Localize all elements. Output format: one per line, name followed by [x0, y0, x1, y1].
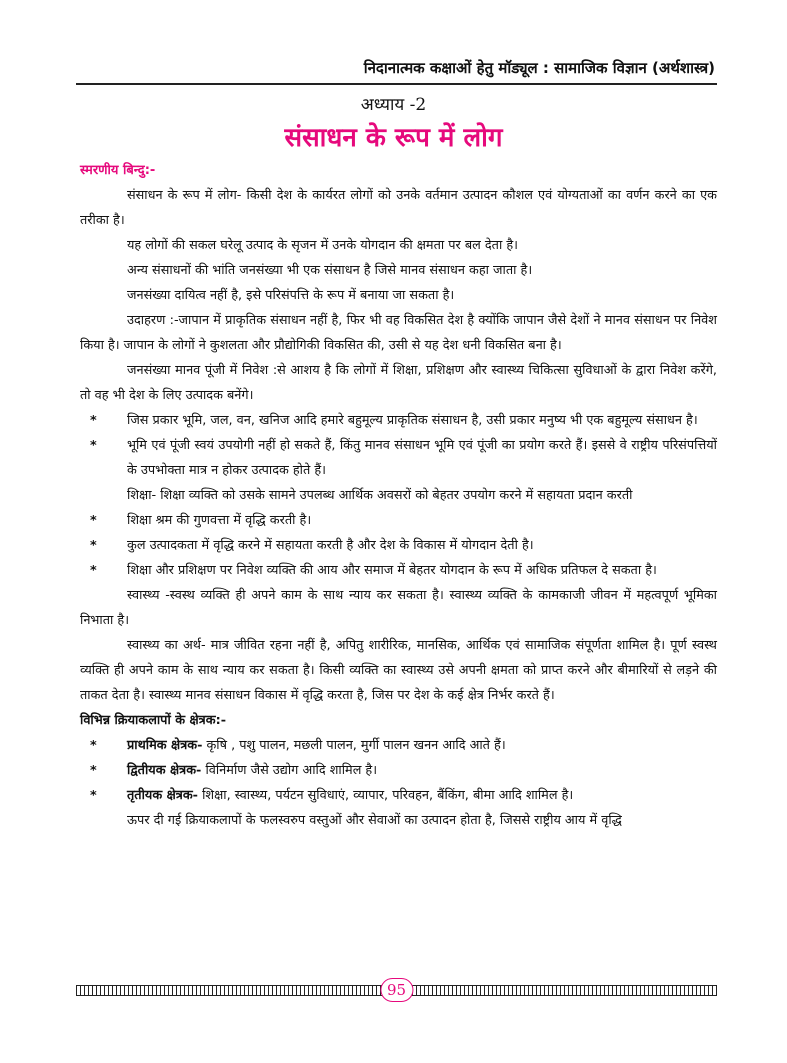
- sector-text: [127, 783, 717, 808]
- sector-description: शिक्षा, स्वास्थ्य, पर्यटन सुविधाएं, व्यापार, परिवहन, बैंकिंग, बीमा आदि शामिल है।: [198, 788, 574, 803]
- header-rule: [76, 83, 717, 85]
- paragraph: ऊपर दी गई क्रियाकलापों के फलस्वरुप वस्तुओं और सेवाओं का उत्पादन होता है, जिससे राष्ट्रीय आय में वृद्धि: [127, 813, 622, 828]
- paragraph: जनसंख्या मानव पूंजी में निवेश :से आशय है कि लोगों में शिक्षा, प्रशिक्षण और स्वास्थ्य चिकित्सा सुविधाओं के द्वारा निवेश करेंगे, तो वह भी देश के लिए उत्पादक बनेंगे।: [80, 363, 717, 403]
- sector-text: [127, 733, 717, 758]
- sector-item: [80, 733, 717, 758]
- bullet-item: [80, 558, 717, 583]
- sector-item: [80, 783, 717, 808]
- chapter-label: अध्याय -2: [360, 95, 427, 115]
- sector-term: द्वितीयक क्षेत्रक-: [127, 763, 202, 778]
- bullet-text: जिस प्रकार भूमि, जल, वन, खनिज आदि हमारे बहुमूल्य प्राकृतिक संसाधन है, उसी प्रकार मनुष्य भी एक बहुमूल्य संसाधन है।: [127, 413, 698, 428]
- bullet-star: *: [90, 513, 97, 528]
- sector-description: कृषि , पशु पालन, मछली पालन, मुर्गी पालन खनन आदि आते हैं।: [202, 738, 506, 753]
- running-header: निदानात्मक कक्षाओं हेतु मॉड्यूल : सामाजिक विज्ञान (अर्थशास्त्र): [363, 59, 715, 77]
- bullet-star: *: [90, 413, 97, 428]
- section-heading-key-points: स्मरणीय बिन्दु:-: [80, 163, 156, 178]
- paragraph: स्वास्थ्य -स्वस्थ व्यक्ति ही अपने काम के साथ न्याय कर सकता है। स्वास्थ्य व्यक्ति के कामकाजी जीवन में महत्वपूर्ण भूमिका निभाता है।: [80, 588, 717, 628]
- bullet-item: [80, 508, 717, 533]
- bullet-text: शिक्षा और प्रशिक्षण पर निवेश व्यक्ति की आय और समाज में बेहतर योगदान के रूप में अधिक प्रतिफल दे सकता है।: [127, 563, 657, 578]
- page-number: 95: [380, 978, 413, 1002]
- section-heading-sectors: विभिन्न क्रियाकलापों के क्षेत्रक:-: [80, 713, 227, 728]
- paragraph: उदाहरण :-जापान में प्राकृतिक संसाधन नहीं है, फिर भी वह विकसित देश है क्योंकि जापान जैसे देशों ने मानव संसाधन पर निवेश किया है। जापान के लोगों ने कुशलता और प्रौद्योगिकी विकसित की, उसी से यह देश धनी विकसित बना है।: [80, 313, 717, 353]
- sector-text: [127, 758, 717, 783]
- paragraph: जनसंख्या दायित्व नहीं है, इसे परिसंपत्ति के रूप में बनाया जा सकता है।: [127, 288, 455, 303]
- page-content: [80, 158, 717, 833]
- bullet-item: [80, 433, 717, 483]
- paragraph: अन्य संसाधनों की भांति जनसंख्या भी एक संसाधन है जिसे मानव संसाधन कहा जाता है।: [127, 263, 533, 278]
- page-footer: [76, 978, 717, 1002]
- chapter-title: संसाधन के रूप में लोग: [284, 123, 503, 153]
- bullet-star: *: [90, 563, 97, 578]
- sector-description: विनिर्माण जैसे उद्योग आदि शामिल है।: [201, 763, 378, 778]
- paragraph: स्वास्थ्य का अर्थ- मात्र जीवित रहना नहीं है, अपितु शारीरिक, मानसिक, आर्थिक एवं सामाजिक संपूर्णता शामिल है। पूर्ण स्वस्थ व्यक्ति ही अपने काम के साथ न्याय कर सकता है। किसी व्यक्ति का स्वास्थ्य उसे अपनी क्षमता को प्राप्त करने और बीमारियों से लड़ने की ताकत देता है। स्वास्थ्य मानव संसाधन विकास में वृद्धि करता है, जिस पर देश के कई क्षेत्र निर्भर करते हैं।: [80, 638, 717, 703]
- bullet-item: [80, 533, 717, 558]
- paragraph: यह लोगों की सकल घरेलू उत्पाद के सृजन में उनके योगदान की क्षमता पर बल देता है।: [127, 238, 518, 253]
- bullet-item: [80, 408, 717, 433]
- bullet-star: *: [90, 438, 97, 453]
- bullet-star: *: [90, 763, 97, 778]
- paragraph: संसाधन के रूप में लोग- किसी देश के कार्यरत लोगों को उनके वर्तमान उत्पादन कौशल एवं योग्यताओं का वर्णन करने का एक तरीका है।: [80, 188, 717, 228]
- bullet-star: *: [90, 738, 97, 753]
- bullet-text: कुल उत्पादकता में वृद्धि करने में सहायता करती है और देश के विकास में योगदान देती है।: [127, 538, 534, 553]
- sector-term: तृतीयक क्षेत्रक-: [127, 788, 198, 803]
- education-paragraph: शिक्षा- शिक्षा व्यक्ति को उसके सामने उपलब्ध आर्थिक अवसरों को बेहतर उपयोग करने में सहायता प्रदान करती: [127, 488, 633, 503]
- sector-term: प्राथमिक क्षेत्रक-: [127, 738, 203, 753]
- bullet-star: *: [90, 538, 97, 553]
- bullet-star: *: [90, 788, 97, 803]
- bullet-text: भूमि एवं पूंजी स्वयं उपयोगी नहीं हो सकते हैं, किंतु मानव संसाधन भूमि एवं पूंजी का प्रयोग करते हैं। इससे वे राष्ट्रीय परिसंपत्तियों के उपभोक्ता मात्र न होकर उत्पादक होते हैं।: [127, 438, 717, 478]
- sector-item: [80, 758, 717, 783]
- bullet-text: शिक्षा श्रम की गुणवत्ता में वृद्धि करती है।: [127, 513, 312, 528]
